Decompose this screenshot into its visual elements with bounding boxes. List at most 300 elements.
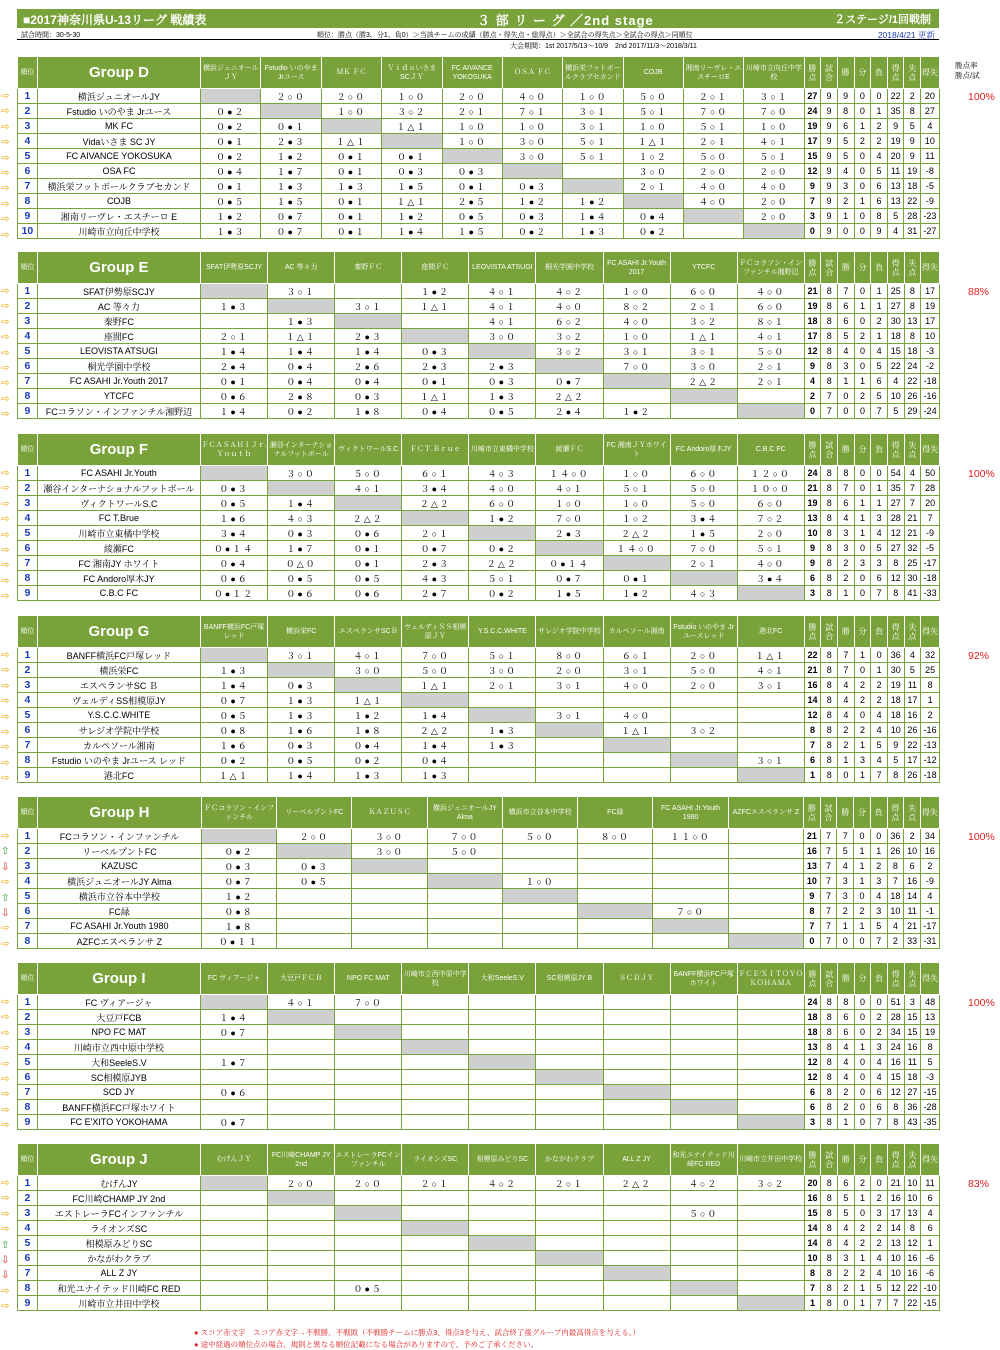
stat-cell: 3 [838,1251,855,1266]
score-cell: ０●６ [335,526,402,541]
score-cell: ３○０ [469,663,536,678]
stat-cell: 1 [854,919,871,934]
right-arrow-icon: ⇨ [1,347,10,359]
stat-cell: 0 [854,1206,871,1221]
score-cell: １●３ [268,693,335,708]
score-cell: １●２ [382,209,442,224]
stat-header: 勝 [838,616,855,648]
score-cell: ０●１４ [536,556,603,571]
stat-cell: 0 [854,359,871,374]
right-arrow-icon: ⇨ [1,997,10,1008]
score-cell [352,904,427,919]
group-win-rate: 83% [968,1178,990,1190]
score-cell: ２●３ [335,329,402,344]
stat-cell: 9 [821,194,838,209]
team-name: Fstudio いのやま Jrユース レッド [37,753,200,768]
stat-cell: 3 [904,995,921,1010]
stat-header: 得失 [921,963,940,995]
score-cell: ２△２ [536,389,603,404]
stat-cell: 8 [887,556,904,571]
stat-cell: 7 [838,648,855,663]
score-cell [469,1010,536,1025]
rank-cell: 7 [18,919,38,934]
stat-cell: 6 [838,299,855,314]
stat-cell: 7 [820,859,837,874]
stat-cell: -18 [921,374,940,389]
standing-row [18,753,940,768]
stat-cell: 12 [887,571,904,586]
opponent-header: ＫＡＺＵＳＣ [352,797,427,829]
stat-cell: 15 [804,1206,821,1221]
stat-cell: -3 [921,1070,940,1085]
score-cell: １△１ [268,329,335,344]
group-name: Group G [37,616,200,648]
score-cell [469,768,536,783]
score-cell: ２●７ [402,586,469,601]
stat-cell: 0 [854,1115,871,1130]
score-cell: ０●３ [502,209,562,224]
score-cell [670,1055,737,1070]
score-cell [469,1266,536,1281]
stat-cell: 18 [887,329,904,344]
stat-cell: 32 [904,541,921,556]
self-match-cell [603,1266,670,1281]
stat-cell: 10 [887,1266,904,1281]
stat-cell: 10 [804,526,821,541]
self-match-cell [728,934,803,949]
stat-cell: 6 [838,496,855,511]
stat-cell: 22 [904,194,921,209]
score-cell [728,904,803,919]
score-cell: ８○１ [737,314,804,329]
self-match-cell [744,224,804,239]
stat-header: 勝点 [804,963,821,995]
self-match-cell [335,496,402,511]
team-name: FCコラソン・インファンチル [37,829,201,844]
stat-cell: 0 [854,1010,871,1025]
stat-cell: 8 [821,1100,838,1115]
score-cell: ０●１ [335,541,402,556]
standing-row [18,389,940,404]
stat-cell: 4 [838,1040,855,1055]
stat-header: 失点 [904,252,921,284]
score-cell [536,1236,603,1251]
score-cell [670,1296,737,1311]
score-cell: ２○０ [335,1176,402,1191]
score-cell: ３○２ [670,314,737,329]
stat-cell: 1 [854,859,871,874]
standing-row [18,209,940,224]
stat-cell: 9 [804,359,821,374]
rank-cell: 2 [18,1191,38,1206]
stat-cell: 2 [871,693,888,708]
stat-cell: 19 [921,299,940,314]
stat-cell: 14 [804,1221,821,1236]
score-cell: １●８ [335,404,402,419]
stat-cell: -24 [921,404,940,419]
self-match-cell [670,389,737,404]
score-cell [603,768,670,783]
stat-cell: 21 [904,919,921,934]
score-cell: ０●７ [536,374,603,389]
standing-row [18,134,940,149]
score-cell: ４○２ [469,1176,536,1191]
stat-cell: 11 [904,904,921,919]
score-cell: ０●４ [335,738,402,753]
score-cell: ４○３ [268,511,335,526]
stat-cell: 7 [804,1281,821,1296]
score-cell [268,1115,335,1130]
stat-cell: 18 [887,708,904,723]
stat-cell: 27 [804,89,821,104]
stat-cell: 4 [871,526,888,541]
stat-cell: 8 [821,738,838,753]
stat-header: 分 [854,57,871,89]
opponent-header: サレジオ学院中学校 [536,616,603,648]
score-cell [653,874,728,889]
stat-cell: -3 [921,344,940,359]
score-cell [536,1191,603,1206]
team-name: FC ASAHI Jr.Youth 2017 [37,374,200,389]
team-name: 大豆戸FCB [37,1010,200,1025]
stat-cell: 7 [871,768,888,783]
score-cell: ０●１ [335,556,402,571]
stat-cell: 0 [838,1296,855,1311]
score-cell: ５○０ [402,663,469,678]
opponent-header: ALL Z JY [603,1144,670,1176]
stat-header: 勝 [838,434,855,466]
stat-cell: 18 [804,1010,821,1025]
score-cell [737,1266,804,1281]
stat-header: 得点 [887,1144,904,1176]
opponent-header: ＦＣコラソン・インファンチル [201,797,276,829]
stat-cell: 4 [887,919,904,934]
stat-cell: 8 [821,556,838,571]
rank-cell: 5 [18,708,38,723]
stat-cell: 18 [804,314,821,329]
score-cell [502,919,577,934]
stat-cell: 10 [904,1191,921,1206]
stat-cell: 12 [904,1236,921,1251]
stat-cell: 0 [854,1055,871,1070]
stat-header: 勝点 [804,1144,821,1176]
stat-cell: 1 [838,374,855,389]
opponent-header: NPO FC MAT [335,963,402,995]
score-cell [536,1085,603,1100]
stat-cell: 2 [854,1236,871,1251]
standing-row [18,511,940,526]
stat-cell: 2 [921,708,940,723]
opponent-header: 和光ユナイテッド川崎FC RED [670,1144,737,1176]
standing-row [18,164,940,179]
stat-header: 失点 [904,616,921,648]
score-cell: ０●２ [201,149,261,164]
stat-cell: 7 [887,874,904,889]
score-cell: １○０ [536,496,603,511]
stat-cell: 4 [871,708,888,723]
stat-cell: 4 [904,466,921,481]
score-cell [578,844,653,859]
team-name: AC 等々力 [37,299,200,314]
stat-cell: 2 [854,723,871,738]
standing-row [18,89,940,104]
self-match-cell [402,329,469,344]
score-cell [737,1236,804,1251]
score-cell [737,1040,804,1055]
stat-cell: 5 [871,541,888,556]
stat-cell: 8 [821,1115,838,1130]
stat-cell: 4 [871,344,888,359]
score-cell [536,1296,603,1311]
opponent-header: ＦＣコラソン・インファンチル湘野辺 [737,252,804,284]
stat-cell: 7 [820,904,837,919]
stat-cell: 5 [837,134,854,149]
score-cell [402,1100,469,1115]
stat-header: 勝 [838,963,855,995]
rank-cell: 1 [18,995,38,1010]
right-arrow-icon: ⇨ [1,378,10,390]
score-cell: ３○０ [352,844,427,859]
stat-cell: 4 [838,678,855,693]
stat-cell: -9 [921,526,940,541]
score-cell: ０●１ [201,134,261,149]
stat-cell: 0 [854,708,871,723]
stat-cell: 4 [838,511,855,526]
right-arrow-icon: ⇨ [1,680,10,692]
score-cell: １●３ [335,768,402,783]
score-cell [268,1251,335,1266]
standing-row [18,678,940,693]
score-cell: ０●２ [201,104,261,119]
rank-cell: 7 [18,738,38,753]
score-cell [469,1070,536,1085]
score-cell: １△１ [670,329,737,344]
score-cell: ０●７ [201,1115,268,1130]
stat-cell: 11 [904,678,921,693]
stat-cell: 8 [821,496,838,511]
score-cell: ０●１ [261,119,321,134]
team-name: FC AIVANCE YOKOSUKA [37,149,200,164]
score-cell: ０●４ [402,753,469,768]
stat-cell: 0 [871,466,888,481]
opponent-header: FC ヴィアージャ [201,963,268,995]
score-cell: １４○０ [603,541,670,556]
down-arrow-icon: ⇩ [1,1255,10,1266]
score-cell: ０●４ [402,404,469,419]
score-cell: １●２ [201,889,276,904]
score-cell: ６○０ [737,299,804,314]
score-cell [427,919,502,934]
score-cell: ２○１ [442,104,502,119]
rank-cell: 2 [18,104,38,119]
stat-cell: -15 [921,1085,940,1100]
self-match-cell [268,1191,335,1206]
score-cell: １○０ [382,89,442,104]
rank-cell: 8 [18,194,38,209]
stat-cell: 7 [821,389,838,404]
standing-row [18,359,940,374]
stat-cell: 25 [904,556,921,571]
score-cell: ４○１ [335,481,402,496]
stat-cell: 1 [854,496,871,511]
stat-cell: -16 [921,723,940,738]
rank-cell: 3 [18,496,38,511]
score-cell: ４○０ [744,179,804,194]
opponent-header: FC ASAHI Jr.Youth 1980 [653,797,728,829]
rank-cell: 3 [18,119,38,134]
stat-cell: 8 [821,1070,838,1085]
opponent-header: 湘南リーヴレ・エスチーロE [683,57,743,89]
score-cell: ２●４ [536,404,603,419]
rank-cell: 4 [18,874,38,889]
right-arrow-icon: ⇨ [1,514,10,526]
self-match-cell [277,844,352,859]
rank-cell: 7 [18,1266,38,1281]
right-arrow-icon: ⇨ [1,1208,10,1220]
score-cell [670,1025,737,1040]
score-cell: ３○０ [623,164,683,179]
self-match-cell [536,359,603,374]
opponent-header: SFAT伊勢原SCJY [201,252,268,284]
score-cell [268,1025,335,1040]
team-name: FCコラソン・インファンチル湘野辺 [37,404,200,419]
score-cell: ２○１ [737,359,804,374]
rank-cell: 5 [18,1236,38,1251]
stat-cell: 51 [887,995,904,1010]
stat-cell: 1 [871,104,888,119]
stat-cell: 8 [821,1040,838,1055]
score-cell: ４○２ [536,284,603,299]
score-cell [268,1040,335,1055]
stat-cell: 9 [803,889,820,904]
score-cell [603,1025,670,1040]
score-cell: １●４ [268,768,335,783]
stat-cell: 10 [887,1251,904,1266]
stat-cell: 0 [870,829,887,844]
stat-cell: 19 [921,1025,940,1040]
stat-cell: 12 [887,1281,904,1296]
score-cell: １●３ [321,179,381,194]
team-name: 秦野FC [37,314,200,329]
stat-cell: 15 [887,344,904,359]
stat-cell: 13 [904,314,921,329]
score-cell: ４○０ [737,284,804,299]
stat-cell: 7 [803,919,820,934]
score-cell: ０●７ [201,874,276,889]
stat-cell: 3 [871,1206,888,1221]
stat-cell: 2 [837,904,854,919]
score-cell [653,859,728,874]
stat-cell: 6 [838,314,855,329]
stat-cell: 8 [821,1206,838,1221]
score-cell: ２△２ [603,1176,670,1191]
stat-cell: 5 [838,1191,855,1206]
stat-cell: 7 [820,919,837,934]
standing-row [18,723,940,738]
info-line [17,29,939,40]
self-match-cell [402,511,469,526]
stat-cell: 19 [804,119,821,134]
self-match-cell [603,374,670,389]
score-cell: ３○２ [536,329,603,344]
score-cell: ２○０ [683,164,743,179]
score-cell: １●２ [402,284,469,299]
stat-cell: 3 [854,753,871,768]
score-cell: ０●５ [201,496,268,511]
score-cell [737,1281,804,1296]
stat-cell: 4 [887,224,904,239]
stat-cell: 8 [904,329,921,344]
score-cell [603,753,670,768]
score-cell [201,1070,268,1085]
score-cell [277,904,352,919]
stat-cell: 1 [804,768,821,783]
stat-cell: 2 [904,89,921,104]
right-arrow-icon: ⇨ [1,742,10,754]
score-cell: １●３ [261,179,321,194]
score-cell: ７○０ [335,995,402,1010]
right-arrow-icon: ⇨ [1,106,10,118]
score-cell: ３○１ [603,344,670,359]
stat-cell: 24 [904,359,921,374]
score-cell [536,768,603,783]
stat-cell: 15 [887,1070,904,1085]
group-table [17,796,940,949]
stat-cell: 50 [921,466,940,481]
score-cell [670,1266,737,1281]
score-cell: ２●３ [469,359,536,374]
stat-cell: 4 [838,1221,855,1236]
stat-cell: 0 [854,663,871,678]
opponent-header: AC 等々力 [268,252,335,284]
stat-cell: 0 [854,404,871,419]
opponent-header: 座間ＦＣ [402,252,469,284]
stat-cell: 14 [904,889,921,904]
score-cell: ４○０ [603,678,670,693]
score-cell: ２△２ [469,556,536,571]
score-cell [670,1115,737,1130]
score-cell [268,1281,335,1296]
stat-cell: 9 [821,119,838,134]
score-cell [201,1251,268,1266]
score-cell [201,1281,268,1296]
stat-cell: 9 [804,556,821,571]
team-name: LEOVISTA ATSUGI [37,344,200,359]
score-cell: ４●３ [402,571,469,586]
score-cell: ５○０ [427,844,502,859]
score-cell [603,1070,670,1085]
stat-cell: 18 [804,1025,821,1040]
stat-cell: 8 [821,344,838,359]
rank-cell: 9 [18,1115,38,1130]
score-cell: ３○０ [670,359,737,374]
score-cell [402,1206,469,1221]
stat-cell: -9 [921,874,940,889]
stat-cell: 0 [854,104,871,119]
score-cell: １●６ [201,738,268,753]
self-match-cell [737,404,804,419]
score-cell [670,1236,737,1251]
stat-cell: 0 [854,1025,871,1040]
score-cell [402,1025,469,1040]
stat-header: 負 [871,252,888,284]
score-cell: ０●６ [335,586,402,601]
score-cell: １△１ [402,389,469,404]
score-cell: ０●５ [277,874,352,889]
stat-cell: 7 [871,586,888,601]
score-cell: １△１ [382,194,442,209]
team-name: FC 湘南JY ホワイト [37,556,200,571]
